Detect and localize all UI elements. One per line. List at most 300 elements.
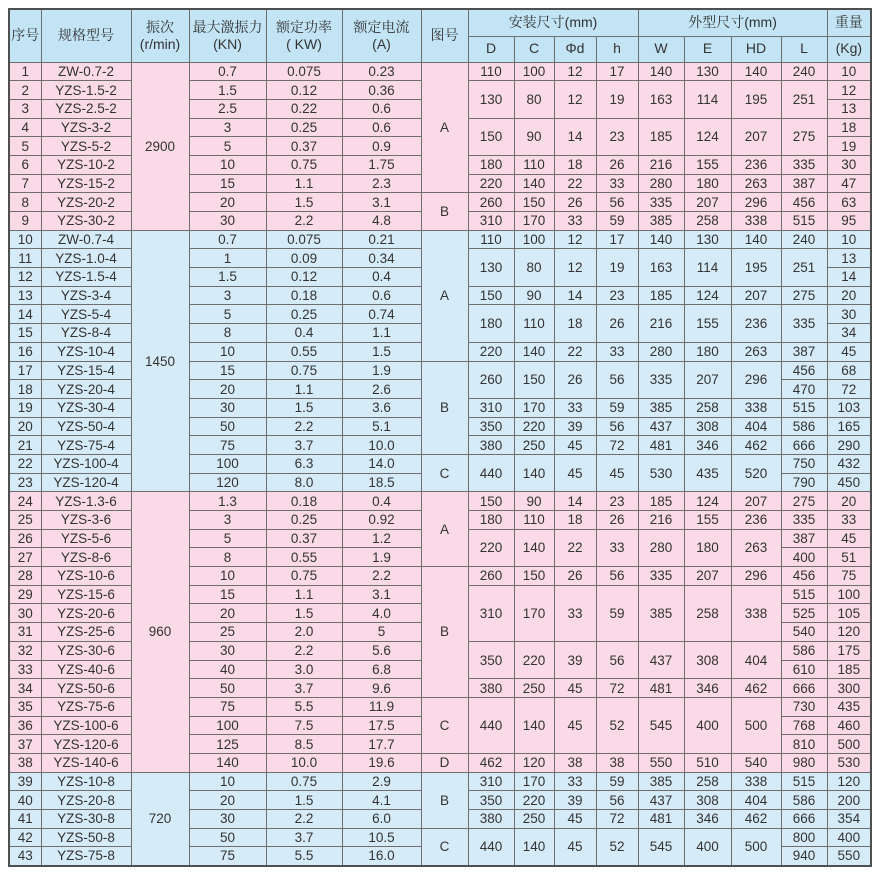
cell-power: 1.5 (266, 398, 342, 417)
cell-current: 4.8 (342, 212, 421, 231)
cell-serial: 35 (9, 697, 41, 716)
cell-serial: 22 (9, 454, 41, 473)
cell-serial: 40 (9, 791, 41, 810)
cell-serial: 26 (9, 529, 41, 548)
cell-e: 510 (684, 753, 731, 772)
cell-figure: B (421, 772, 468, 828)
cell-freq: 1450 (131, 230, 189, 492)
cell-e: 346 (684, 810, 731, 829)
cell-model: YZS-30-2 (41, 212, 131, 231)
cell-force: 120 (189, 473, 266, 492)
cell-hd: 500 (731, 828, 781, 865)
cell-weight: 20 (827, 286, 871, 305)
cell-current: 0.92 (342, 511, 421, 530)
cell-phid: 39 (554, 791, 596, 810)
cell-force: 10 (189, 342, 266, 361)
cell-current: 1.1 (342, 324, 421, 343)
cell-phid: 33 (554, 398, 596, 417)
cell-weight: 63 (827, 193, 871, 212)
cell-c: 250 (514, 810, 554, 829)
cell-current: 0.34 (342, 249, 421, 268)
table-row (9, 492, 871, 511)
cell-phid: 22 (554, 174, 596, 193)
cell-l: 387 (781, 529, 827, 548)
cell-force: 20 (189, 791, 266, 810)
cell-current: 2.2 (342, 567, 421, 586)
cell-power: 0.18 (266, 286, 342, 305)
cell-serial: 23 (9, 473, 41, 492)
col-header-dim-l: L (781, 36, 827, 62)
cell-model: YZS-8-6 (41, 548, 131, 567)
cell-current: 0.6 (342, 99, 421, 118)
cell-hd: 462 (731, 679, 781, 698)
cell-force: 2.5 (189, 99, 266, 118)
cell-model: YZS-120-6 (41, 735, 131, 754)
cell-l: 940 (781, 847, 827, 866)
cell-power: 1.5 (266, 791, 342, 810)
cell-phid: 45 (554, 454, 596, 491)
cell-hd: 338 (731, 398, 781, 417)
cell-l: 240 (781, 62, 827, 81)
cell-power: 3.0 (266, 660, 342, 679)
col-header-rated-current-line2: (A) (372, 35, 391, 52)
cell-l: 790 (781, 473, 827, 492)
cell-current: 6.8 (342, 660, 421, 679)
cell-c: 110 (514, 305, 554, 342)
cell-force: 125 (189, 735, 266, 754)
cell-l: 586 (781, 417, 827, 436)
cell-weight: 354 (827, 810, 871, 829)
cell-power: 3.7 (266, 679, 342, 698)
cell-l: 275 (781, 118, 827, 155)
cell-phid: 14 (554, 286, 596, 305)
cell-e: 114 (684, 249, 731, 286)
cell-force: 10 (189, 155, 266, 174)
cell-serial: 25 (9, 511, 41, 530)
cell-l: 275 (781, 492, 827, 511)
cell-serial: 9 (9, 212, 41, 231)
cell-current: 0.6 (342, 118, 421, 137)
cell-power: 0.075 (266, 62, 342, 81)
cell-serial: 10 (9, 230, 41, 249)
cell-phid: 12 (554, 230, 596, 249)
cell-weight: 550 (827, 847, 871, 866)
cell-c: 170 (514, 772, 554, 791)
cell-force: 3 (189, 286, 266, 305)
cell-power: 0.12 (266, 268, 342, 287)
cell-h: 56 (596, 193, 638, 212)
col-header-dim-h: h (596, 36, 638, 62)
cell-serial: 30 (9, 604, 41, 623)
cell-w: 385 (638, 398, 684, 417)
cell-current: 0.6 (342, 286, 421, 305)
cell-serial: 42 (9, 828, 41, 847)
cell-current: 14.0 (342, 454, 421, 473)
cell-hd: 263 (731, 342, 781, 361)
cell-serial: 28 (9, 567, 41, 586)
cell-h: 23 (596, 286, 638, 305)
cell-weight: 200 (827, 791, 871, 810)
cell-phid: 14 (554, 118, 596, 155)
cell-figure: B (421, 567, 468, 698)
cell-power: 6.3 (266, 454, 342, 473)
col-header-max-force (189, 9, 266, 62)
cell-power: 0.22 (266, 99, 342, 118)
cell-weight: 13 (827, 249, 871, 268)
cell-weight: 45 (827, 342, 871, 361)
cell-serial: 11 (9, 249, 41, 268)
cell-w: 437 (638, 417, 684, 436)
cell-d: 260 (468, 361, 514, 398)
cell-power: 2.2 (266, 212, 342, 231)
cell-power: 0.75 (266, 567, 342, 586)
cell-d: 110 (468, 230, 514, 249)
cell-w: 385 (638, 212, 684, 231)
cell-l: 810 (781, 735, 827, 754)
cell-model: YZS-10-8 (41, 772, 131, 791)
cell-h: 72 (596, 810, 638, 829)
col-group-install-dims: 安装尺寸(mm) (468, 9, 638, 36)
cell-h: 72 (596, 436, 638, 455)
cell-weight: 290 (827, 436, 871, 455)
cell-freq: 960 (131, 492, 189, 772)
cell-model: YZS-75-8 (41, 847, 131, 866)
cell-figure: B (421, 361, 468, 454)
cell-l: 610 (781, 660, 827, 679)
cell-l: 240 (781, 230, 827, 249)
cell-model: YZS-1.0-4 (41, 249, 131, 268)
cell-weight: 13 (827, 99, 871, 118)
cell-weight: 530 (827, 753, 871, 772)
cell-hd: 338 (731, 772, 781, 791)
cell-model: YZS-75-4 (41, 436, 131, 455)
cell-model: YZS-20-8 (41, 791, 131, 810)
cell-current: 11.9 (342, 697, 421, 716)
cell-phid: 33 (554, 212, 596, 231)
col-header-dim-phid: Φd (554, 36, 596, 62)
cell-serial: 6 (9, 155, 41, 174)
cell-weight: 432 (827, 454, 871, 473)
cell-h: 33 (596, 529, 638, 566)
cell-phid: 33 (554, 585, 596, 641)
cell-power: 8.0 (266, 473, 342, 492)
cell-force: 30 (189, 641, 266, 660)
cell-force: 0.7 (189, 62, 266, 81)
cell-force: 15 (189, 361, 266, 380)
cell-e: 346 (684, 436, 731, 455)
cell-model: YZS-3-6 (41, 511, 131, 530)
cell-power: 2.2 (266, 417, 342, 436)
cell-e: 180 (684, 174, 731, 193)
cell-model: YZS-10-6 (41, 567, 131, 586)
col-header-rated-power-line1: 额定功率 (276, 18, 332, 35)
cell-l: 515 (781, 398, 827, 417)
cell-current: 0.23 (342, 62, 421, 81)
cell-d: 110 (468, 62, 514, 81)
col-header-frequency (131, 9, 189, 62)
cell-weight: 33 (827, 511, 871, 530)
cell-current: 1.2 (342, 529, 421, 548)
cell-current: 3.6 (342, 398, 421, 417)
cell-current: 17.5 (342, 716, 421, 735)
cell-power: 1.5 (266, 193, 342, 212)
cell-serial: 17 (9, 361, 41, 380)
cell-w: 140 (638, 62, 684, 81)
cell-weight: 120 (827, 772, 871, 791)
cell-c: 80 (514, 249, 554, 286)
cell-e: 258 (684, 772, 731, 791)
cell-power: 0.25 (266, 511, 342, 530)
cell-power: 0.55 (266, 548, 342, 567)
cell-power: 2.0 (266, 623, 342, 642)
cell-c: 150 (514, 361, 554, 398)
cell-serial: 12 (9, 268, 41, 287)
cell-h: 26 (596, 511, 638, 530)
cell-hd: 520 (731, 454, 781, 491)
cell-weight: 30 (827, 305, 871, 324)
cell-h: 56 (596, 567, 638, 586)
cell-model: YZS-75-6 (41, 697, 131, 716)
cell-model: YZS-3-4 (41, 286, 131, 305)
cell-model: YZS-15-4 (41, 361, 131, 380)
cell-c: 220 (514, 641, 554, 678)
cell-serial: 31 (9, 623, 41, 642)
cell-force: 1.5 (189, 81, 266, 100)
cell-current: 19.6 (342, 753, 421, 772)
cell-force: 3 (189, 118, 266, 137)
cell-phid: 45 (554, 679, 596, 698)
cell-current: 2.9 (342, 772, 421, 791)
cell-serial: 3 (9, 99, 41, 118)
cell-hd: 207 (731, 118, 781, 155)
cell-model: YZS-5-6 (41, 529, 131, 548)
cell-l: 540 (781, 623, 827, 642)
cell-d: 462 (468, 753, 514, 772)
cell-power: 0.4 (266, 324, 342, 343)
cell-weight: 100 (827, 585, 871, 604)
cell-c: 140 (514, 697, 554, 753)
cell-d: 440 (468, 828, 514, 865)
cell-c: 90 (514, 286, 554, 305)
cell-serial: 13 (9, 286, 41, 305)
cell-d: 380 (468, 679, 514, 698)
cell-model: YZS-15-2 (41, 174, 131, 193)
col-header-frequency-line1: 振次 (146, 18, 174, 35)
cell-current: 4.0 (342, 604, 421, 623)
cell-c: 80 (514, 81, 554, 118)
cell-current: 17.7 (342, 735, 421, 754)
cell-serial: 32 (9, 641, 41, 660)
cell-phid: 39 (554, 641, 596, 678)
cell-current: 2.3 (342, 174, 421, 193)
cell-hd: 263 (731, 529, 781, 566)
cell-hd: 195 (731, 81, 781, 118)
cell-power: 0.75 (266, 155, 342, 174)
cell-model: YZS-30-6 (41, 641, 131, 660)
cell-power: 2.2 (266, 810, 342, 829)
cell-e: 180 (684, 529, 731, 566)
cell-l: 456 (781, 193, 827, 212)
cell-serial: 8 (9, 193, 41, 212)
cell-h: 56 (596, 641, 638, 678)
cell-figure: A (421, 230, 468, 361)
cell-w: 185 (638, 286, 684, 305)
cell-c: 250 (514, 436, 554, 455)
cell-model: YZS-25-6 (41, 623, 131, 642)
cell-l: 456 (781, 361, 827, 380)
cell-e: 124 (684, 286, 731, 305)
cell-power: 3.7 (266, 436, 342, 455)
cell-model: YZS-2.5-2 (41, 99, 131, 118)
cell-c: 110 (514, 511, 554, 530)
cell-h: 38 (596, 753, 638, 772)
cell-current: 6.0 (342, 810, 421, 829)
cell-model: YZS-50-4 (41, 417, 131, 436)
cell-c: 150 (514, 567, 554, 586)
cell-current: 1.75 (342, 155, 421, 174)
cell-hd: 540 (731, 753, 781, 772)
cell-d: 260 (468, 567, 514, 586)
cell-power: 3.7 (266, 828, 342, 847)
cell-hd: 140 (731, 62, 781, 81)
cell-c: 90 (514, 492, 554, 511)
cell-figure: C (421, 454, 468, 491)
table-body (9, 62, 871, 866)
cell-d: 150 (468, 286, 514, 305)
cell-serial: 34 (9, 679, 41, 698)
cell-serial: 7 (9, 174, 41, 193)
cell-phid: 22 (554, 529, 596, 566)
cell-d: 310 (468, 772, 514, 791)
cell-d: 150 (468, 492, 514, 511)
cell-h: 52 (596, 697, 638, 753)
cell-power: 1.1 (266, 380, 342, 399)
cell-current: 3.1 (342, 585, 421, 604)
cell-power: 0.37 (266, 529, 342, 548)
cell-current: 3.1 (342, 193, 421, 212)
cell-weight: 18 (827, 118, 871, 137)
cell-force: 75 (189, 847, 266, 866)
cell-d: 130 (468, 81, 514, 118)
cell-weight: 300 (827, 679, 871, 698)
cell-current: 0.74 (342, 305, 421, 324)
cell-model: YZS-15-6 (41, 585, 131, 604)
cell-d: 260 (468, 193, 514, 212)
cell-weight: 435 (827, 697, 871, 716)
cell-power: 0.18 (266, 492, 342, 511)
cell-model: YZS-8-4 (41, 324, 131, 343)
cell-hd: 236 (731, 511, 781, 530)
cell-e: 346 (684, 679, 731, 698)
cell-l: 730 (781, 697, 827, 716)
table-row (9, 772, 871, 791)
cell-model: YZS-10-4 (41, 342, 131, 361)
cell-figure: C (421, 828, 468, 865)
cell-weight: 68 (827, 361, 871, 380)
cell-current: 1.9 (342, 548, 421, 567)
cell-w: 550 (638, 753, 684, 772)
col-header-dim-w: W (638, 36, 684, 62)
cell-c: 250 (514, 679, 554, 698)
cell-serial: 27 (9, 548, 41, 567)
cell-weight: 14 (827, 268, 871, 287)
cell-serial: 29 (9, 585, 41, 604)
cell-d: 150 (468, 118, 514, 155)
cell-serial: 5 (9, 137, 41, 156)
cell-model: YZS-5-2 (41, 137, 131, 156)
cell-c: 140 (514, 529, 554, 566)
cell-model: YZS-120-4 (41, 473, 131, 492)
cell-w: 335 (638, 193, 684, 212)
cell-l: 251 (781, 81, 827, 118)
cell-e: 124 (684, 492, 731, 511)
cell-power: 10.0 (266, 753, 342, 772)
cell-phid: 33 (554, 772, 596, 791)
cell-model: YZS-100-6 (41, 716, 131, 735)
cell-model: YZS-30-8 (41, 810, 131, 829)
cell-current: 5.1 (342, 417, 421, 436)
cell-phid: 22 (554, 342, 596, 361)
table-row (9, 230, 871, 249)
cell-serial: 39 (9, 772, 41, 791)
cell-e: 207 (684, 193, 731, 212)
cell-e: 130 (684, 62, 731, 81)
col-header-rated-power-line2: ( KW) (286, 35, 322, 52)
cell-hd: 338 (731, 212, 781, 231)
cell-d: 380 (468, 436, 514, 455)
cell-hd: 236 (731, 305, 781, 342)
cell-w: 530 (638, 454, 684, 491)
cell-weight: 19 (827, 137, 871, 156)
cell-model: YZS-30-4 (41, 398, 131, 417)
cell-power: 0.37 (266, 137, 342, 156)
cell-c: 220 (514, 417, 554, 436)
cell-w: 163 (638, 81, 684, 118)
cell-force: 75 (189, 436, 266, 455)
cell-h: 17 (596, 230, 638, 249)
cell-force: 100 (189, 454, 266, 473)
cell-hd: 207 (731, 286, 781, 305)
cell-model: YZS-20-2 (41, 193, 131, 212)
cell-d: 380 (468, 810, 514, 829)
cell-c: 170 (514, 398, 554, 417)
cell-hd: 404 (731, 791, 781, 810)
cell-serial: 43 (9, 847, 41, 866)
cell-phid: 26 (554, 361, 596, 398)
cell-c: 100 (514, 62, 554, 81)
cell-model: YZS-1.5-2 (41, 81, 131, 100)
col-header-rated-power (266, 9, 342, 62)
cell-force: 10 (189, 772, 266, 791)
cell-hd: 236 (731, 155, 781, 174)
cell-l: 586 (781, 791, 827, 810)
cell-e: 435 (684, 454, 731, 491)
cell-h: 52 (596, 828, 638, 865)
cell-force: 1.5 (189, 268, 266, 287)
cell-c: 110 (514, 155, 554, 174)
cell-model: YZS-1.5-4 (41, 268, 131, 287)
col-header-max-force-line1: 最大激振力 (192, 18, 263, 35)
cell-weight: 10 (827, 230, 871, 249)
cell-power: 1.5 (266, 604, 342, 623)
cell-hd: 140 (731, 230, 781, 249)
cell-serial: 33 (9, 660, 41, 679)
cell-w: 185 (638, 492, 684, 511)
cell-l: 251 (781, 249, 827, 286)
cell-model: ZW-0.7-2 (41, 62, 131, 81)
cell-d: 180 (468, 511, 514, 530)
cell-current: 0.36 (342, 81, 421, 100)
